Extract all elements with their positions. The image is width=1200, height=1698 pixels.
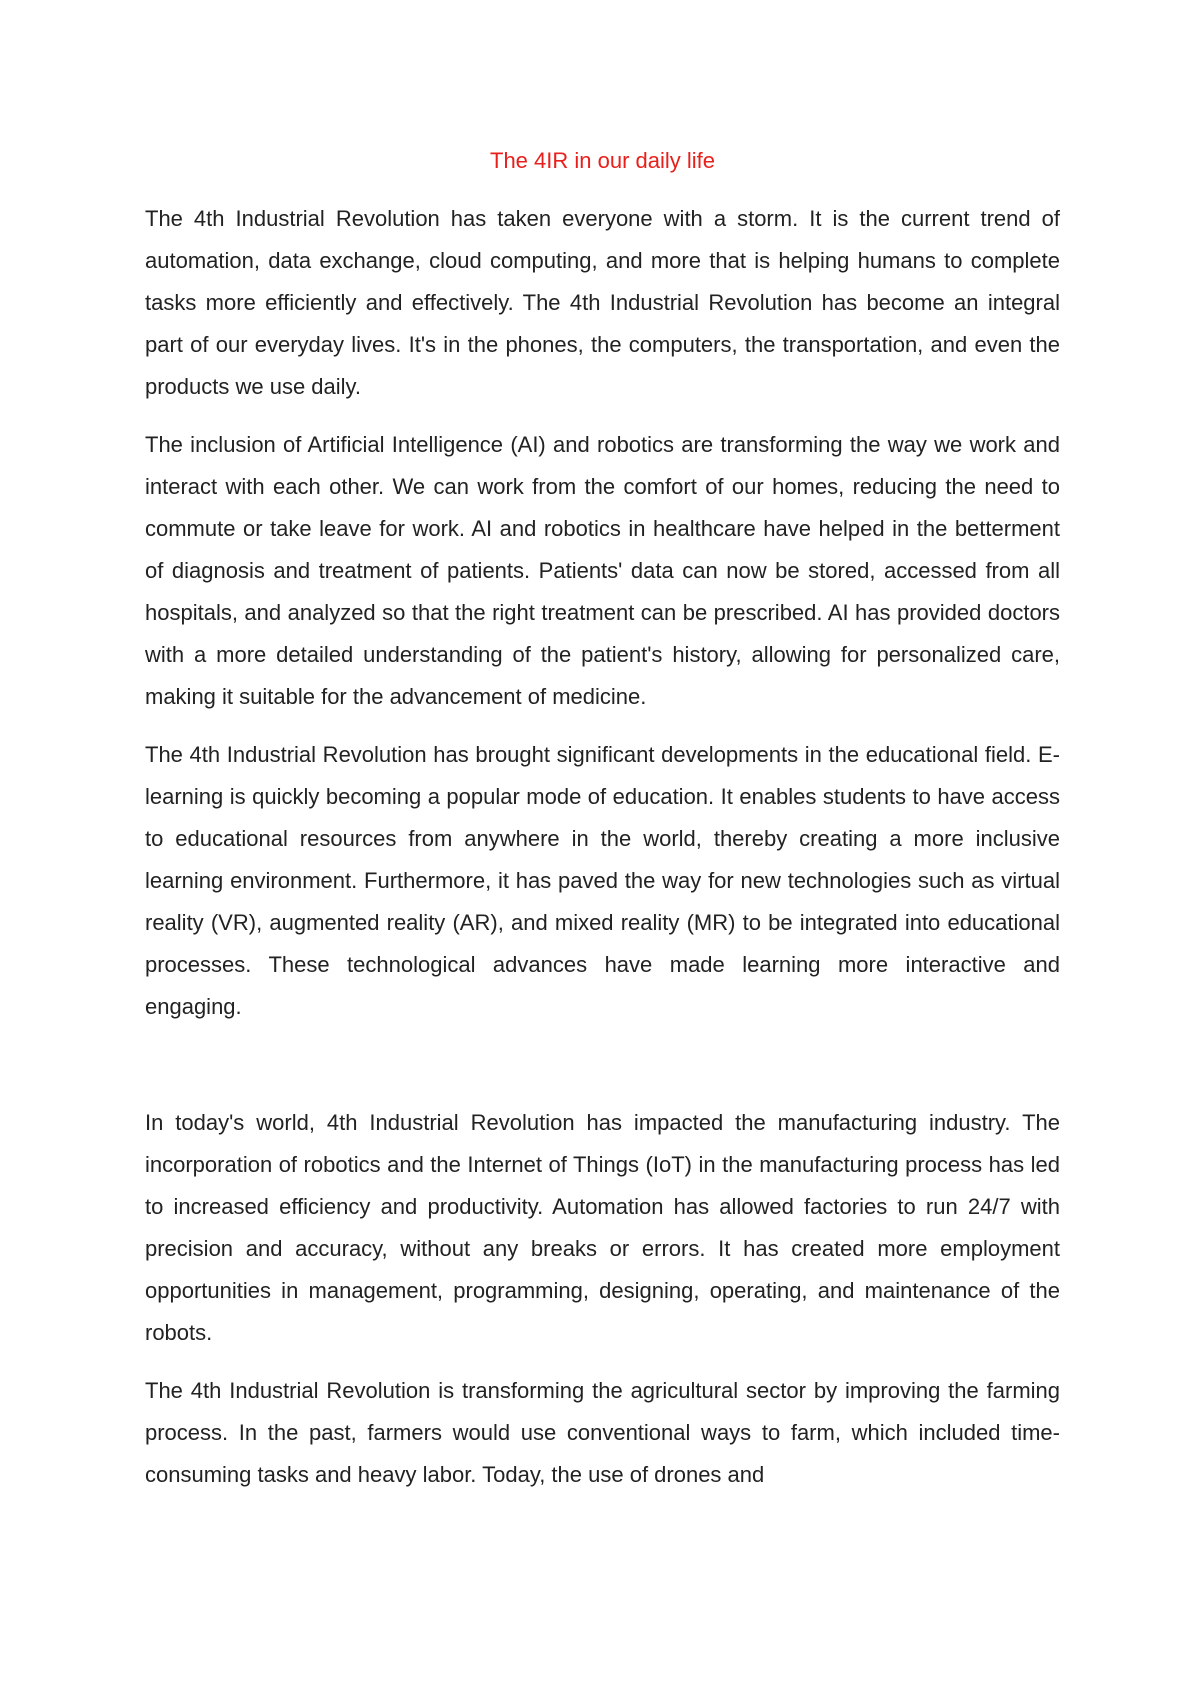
document-body	[145, 140, 1060, 1512]
paragraph-4: In today's world, 4th Industrial Revolution has impacted the manufacturing industry. The incorporation of robotics and the Internet of Things (IoT) in the manufacturing process has led to increased efficiency and productivity. Automation has allowed factories to run 24/7 with precision and accuracy, without any breaks or errors. It has created more employment opportunities in management, programming, designing, operating, and maintenance of the robots.	[145, 1110, 1060, 1345]
paragraph-2: The inclusion of Artificial Intelligence (AI) and robotics are transforming the way we work and interact with each other. We can work from the comfort of our homes, reducing the need to commute or take leave for work. AI and robotics in healthcare have helped in the betterment of diagnosis and treatment of patients. Patients' data can now be stored, accessed from all hospitals, and analyzed so that the right treatment can be prescribed. AI has provided doctors with a more detailed understanding of the patient's history, allowing for personalized care, making it suitable for the advancement of medicine.	[145, 432, 1060, 709]
document-title: The 4IR in our daily life	[490, 148, 715, 173]
paragraph-1: The 4th Industrial Revolution has taken everyone with a storm. It is the current trend of automation, data exchange, cloud computing, and more that is helping humans to complete tasks more efficiently and effectively. The 4th Industrial Revolution has become an integral part of our everyday lives. It's in the phones, the computers, the transportation, and even the products we use daily.	[145, 206, 1060, 399]
paragraph-3: The 4th Industrial Revolution has brought significant developments in the educational field. E-learning is quickly becoming a popular mode of education. It enables students to have access to educational resources from anywhere in the world, thereby creating a more inclusive learning environment. Furthermore, it has paved the way for new technologies such as virtual reality (VR), augmented reality (AR), and mixed reality (MR) to be integrated into educational processes. These technological advances have made learning more interactive and engaging.	[145, 742, 1060, 1019]
paragraph-5: The 4th Industrial Revolution is transforming the agricultural sector by improving the farming process. In the past, farmers would use conventional ways to farm, which included time-consuming tasks and heavy labor. Today, the use of drones and	[145, 1378, 1060, 1487]
